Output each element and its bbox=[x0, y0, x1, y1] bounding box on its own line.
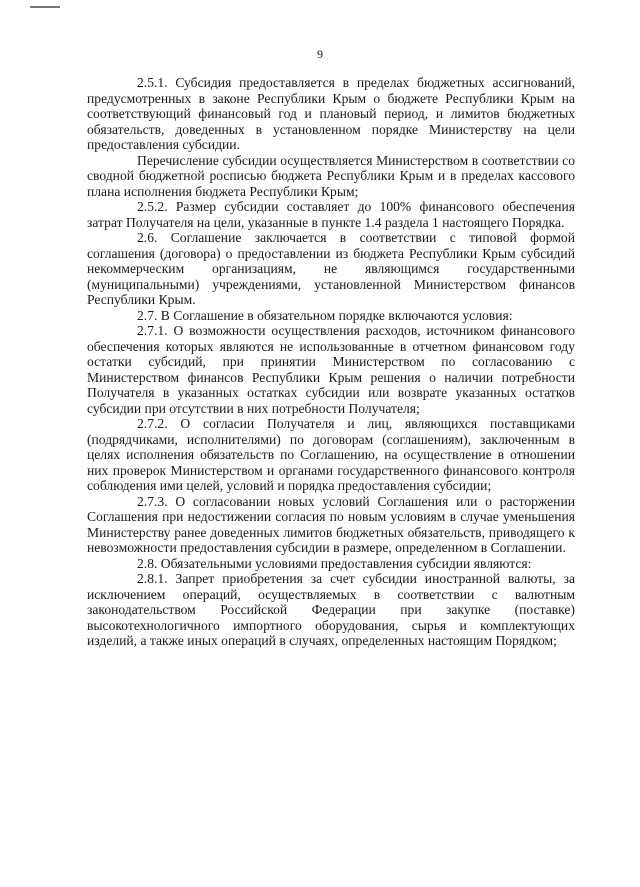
scan-mark bbox=[30, 6, 60, 8]
page-number: 9 bbox=[317, 47, 323, 61]
paragraph-2-6: 2.6. Соглашение заключается в соответствии с типовой формой соглашения (договора) о предоставлении из бюджета Республики Крым субсидий некоммерческим организациям, не являющимся государственными (муниципальными) учреждениями, установленной Министерством финансов Республики Крым. bbox=[87, 230, 575, 307]
paragraph-transfer: Перечисление субсидии осуществляется Министерством в соответствии со сводной бюджетной росписью бюджета Республики Крым и в пределах кассового плана исполнения бюджета Республики Крым; bbox=[87, 152, 575, 199]
paragraph-2-8-1: 2.8.1. Запрет приобретения за счет субсидии иностранной валюты, за исключением операций, осуществляемых в соответствии с валютным законодательством Российской Федерации при закупке (поставке) высокотехнологичного импортного оборудования, сырья и комплектующих изделий, а также иных операций в случаях, определенных настоящим Порядком; bbox=[87, 571, 575, 648]
paragraph-2-8: 2.8. Обязательными условиями предоставления субсидии являются: bbox=[137, 555, 532, 571]
paragraph-2-5-1: 2.5.1. Субсидия предоставляется в пределах бюджетных ассигнований, предусмотренных в законе Республики Крым о бюджете Республики Крым на соответствующий финансовый год и плановый период, и лимитов бюджетных обязательств, доведенных в установленном порядке Министерству на цели предоставления субсидии. bbox=[87, 75, 575, 152]
paragraph-2-7-2: 2.7.2. О согласии Получателя и лиц, являющихся поставщиками (подрядчиками, исполнителями) по договорам (соглашениям), заключенным в целях исполнения обязательств по Соглашению, на осуществление в отношении них проверок Министерством и органами государственного финансового контроля соблюдения ими целей, условий и порядка предоставления субсидии; bbox=[87, 416, 575, 493]
paragraph-2-5-2: 2.5.2. Размер субсидии составляет до 100% финансового обеспечения затрат Получателя на цели, указанные в пункте 1.4 раздела 1 настоящего Порядка. bbox=[87, 199, 575, 230]
paragraph-2-7: 2.7. В Соглашение в обязательном порядке включаются условия: bbox=[137, 307, 513, 323]
paragraph-2-7-1: 2.7.1. О возможности осуществления расходов, источником финансового обеспечения которых являются не использованные в отчетном финансовом году остатки субсидий, при принятии Министерством по согласованию с Министерством финансов Республики Крым решения о наличии потребности Получателя в указанных остатках субсидии или возврате указанных остатков субсидии при отсутствии в них потребности Получателя; bbox=[87, 323, 575, 416]
document-body bbox=[87, 75, 575, 649]
paragraph-2-7-3: 2.7.3. О согласовании новых условий Соглашения или о расторжении Соглашения при недостижении согласия по новым условиям в случае уменьшения Министерству ранее доведенных лимитов бюджетных обязательств, приводящего к невозможности предоставления субсидии в размере, определенном в Соглашении. bbox=[87, 493, 575, 555]
